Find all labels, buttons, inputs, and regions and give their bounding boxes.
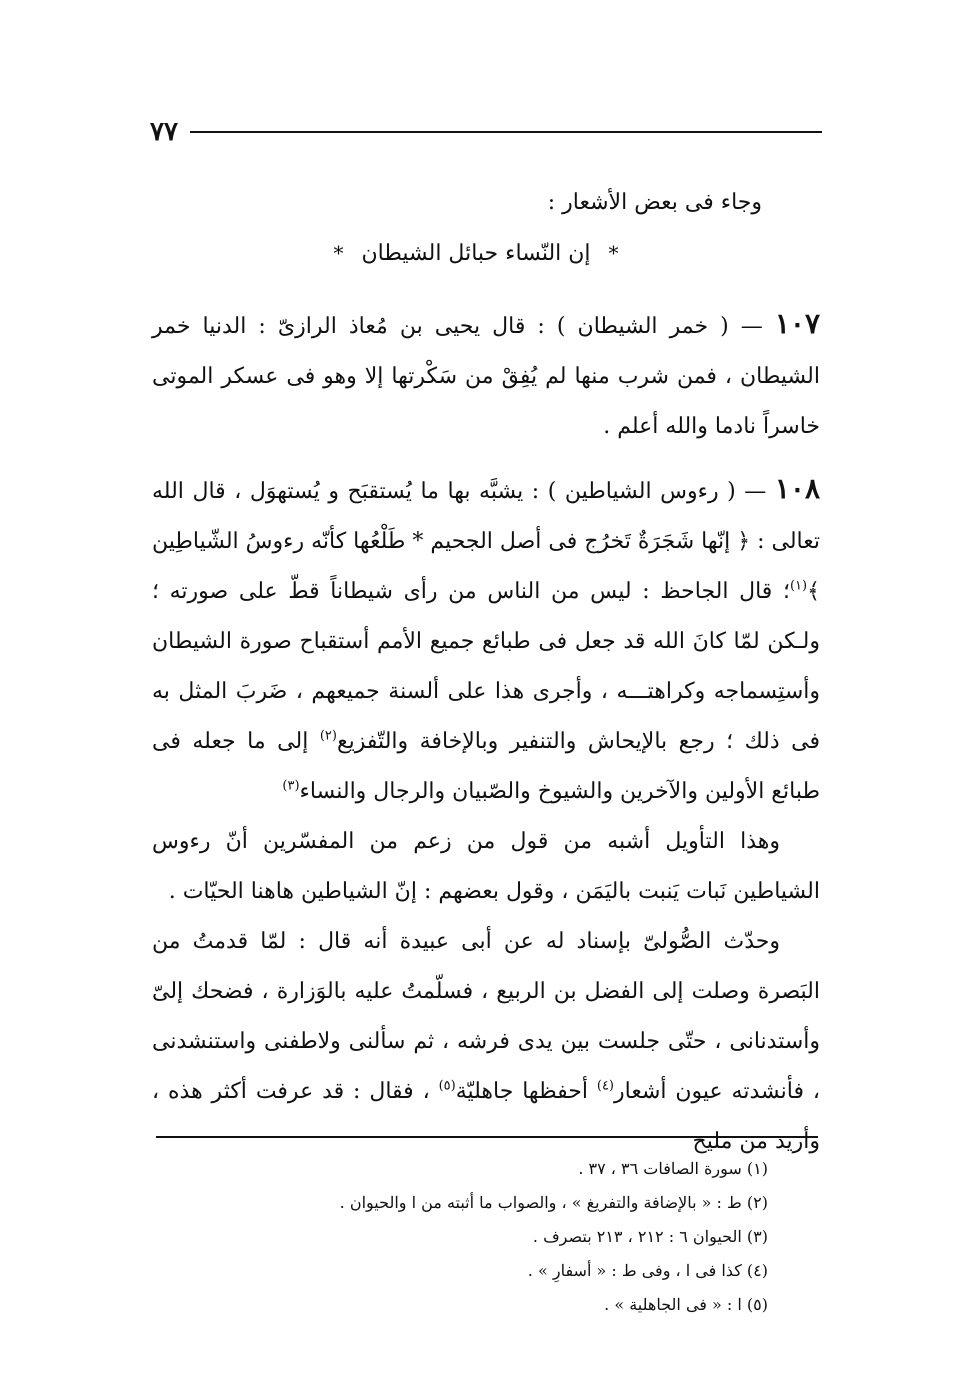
- page-header: [150, 112, 822, 152]
- paragraph-text-a: وحدّث الصُّولىّ بإسناد له عن أبى عبيدة أنه قال : لمّا قدمتُ من البَصرة وصلت إلى الفضل بن الربيع ، فسلّمتُ عليه بالوَزارة ، فضحك إلىّ وأستدنانى ، حتّى جلست بين يدى فرشه ، ثم سألنى ولاطفنى واستنشدنى ، فأنشدته عيون أشعار: [152, 929, 820, 1104]
- entry-108: [152, 464, 820, 817]
- entry-text-c: إلى ما جعله فى طبائع الأولين والآخرين والشيوخ والصّبيان والرجال والنساء: [152, 729, 820, 804]
- page-number: ٧٧: [150, 117, 178, 147]
- paragraph-text-c: ، فقال : قد عرفت أكثر هذه ، وأريد من مليح: [152, 1079, 820, 1154]
- footnote-ref-5: (٥): [438, 1078, 456, 1094]
- paragraph-tawil: وهذا التأويل أشبه من قول من زعم من المفسّرين أنّ رءوس الشياطين نَبات يَنبت باليَمَن ، وقول بعضهم : إنّ الشياطين هاهنا الحيّات .: [152, 829, 820, 904]
- star-ornament-left: *: [333, 241, 344, 265]
- entry-number: ١٠٨: [774, 472, 820, 505]
- paragraph-suli: [152, 917, 820, 1167]
- footnote-5: (٥) ا : « فى الجاهلية » .: [604, 1295, 768, 1314]
- intro-line: وجاء فى بعض الأشعار :: [547, 190, 762, 215]
- body-text: [152, 178, 820, 1167]
- verse-text: إن النّساء حبائل الشيطان: [361, 241, 591, 266]
- entry-text: ( خمر الشيطان ) : قال يحيى بن مُعاذ الرازىّ : الدنيا خمر الشيطان ، فمن شرب منها لم يُفِقْ من سَكْرتها إلا وهو فى عسكر الموتى خاسراً نادما والله أعلم .: [152, 314, 820, 439]
- footnote-ref-2: (٢): [319, 728, 337, 744]
- footnote-3: (٣) الحيوان ٦ : ٢١٢ ، ٢١٣ بتصرف .: [532, 1227, 768, 1246]
- footnotes: [156, 1152, 818, 1322]
- footnote-2: (٢) ط : « بالإضافة والتفريغ » ، والصواب ما أثبته من ا والحيوان .: [339, 1193, 768, 1212]
- entry-number: ١٠٧: [774, 307, 820, 340]
- entry-dash: —: [735, 479, 775, 504]
- entry-107: [152, 299, 820, 452]
- footnote-ref-1: (١): [789, 578, 808, 594]
- footnote-1: (١) سورة الصافات ٣٦ ، ٣٧ .: [578, 1159, 768, 1178]
- verse-line: [152, 228, 820, 279]
- header-rule: [190, 131, 822, 133]
- star-ornament-right: *: [608, 241, 619, 265]
- footnote-4: (٤) كذا فى ا ، وفى ط : « أسفارِ » .: [527, 1261, 768, 1280]
- entry-text-b: ؛ قال الجاحظ : ليس من الناس من رأى شيطاناً قطّ على صورته ؛ ولـكن لمّا كانَ الله قد جعل فى طبائع جميع الأمم أستقباح صورة الشيطان وأستِسماجه وكراهتـــه ، وأجرى هذا على ألسنة جميعهم ، ضَربَ المثل به فى ذلك ؛ رجع بالإيحاش والتنفير وبالإخافة والتّفزيع: [152, 579, 820, 754]
- footnote-ref-4: (٤): [596, 1078, 614, 1094]
- paragraph-text-b: أحفظها جاهليّة: [455, 1079, 597, 1104]
- entry-dash: —: [728, 314, 775, 339]
- entry-text-a: ( رءوس الشياطين ) : يشبَّه بها ما يُستقبَح و يُستهوَل ، قال الله تعالى : ﴿ إنّها شَجَرَةٌ تَخرُج فى أصل الجحيم * طَلْعُها كأنّه رءوسُ الشّياطِين ﴾: [151, 479, 820, 604]
- footnote-rule: [156, 1136, 818, 1138]
- footnote-ref-3: (٣): [282, 778, 300, 794]
